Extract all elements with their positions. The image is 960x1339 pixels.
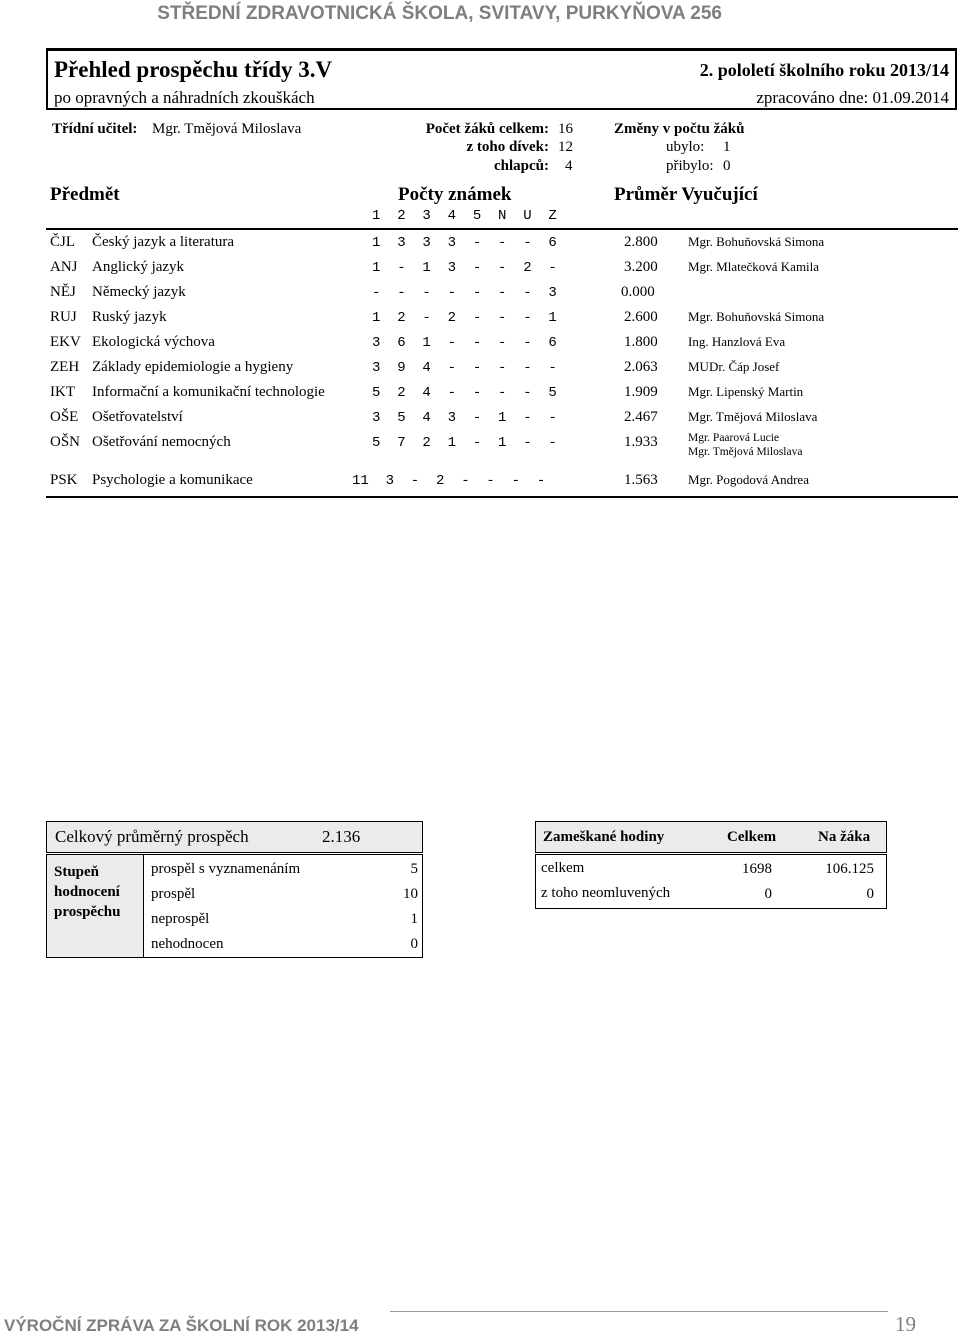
average-teacher-header: Průměr Vyučující [614,184,758,205]
absence-row-per-student: 0 [866,886,874,902]
degree-label: Stupeň hodnocení prospěchu [54,864,121,920]
subject-teacher: MUDr. Čáp Josef [688,359,780,374]
subject-teacher: Mgr. Pogodová Andrea [688,472,809,487]
overall-average-value: 2.136 [322,827,361,846]
students-girls-label: z toho dívek: [466,139,549,155]
grade-scale: 1 2 3 4 5 N U Z [372,208,557,224]
subject-grades: 5 7 2 1 - 1 - - [372,435,557,451]
changes-added: 0 [723,158,731,174]
degree-row-value: 5 [410,861,418,877]
subject-code: EKV [50,334,81,350]
subject-grades: 1 2 - 2 - - - 1 [372,310,557,326]
subject-average: 1.909 [624,384,658,400]
subject-row [50,384,910,408]
degree-row-value: 10 [403,886,418,902]
absence-header-per-student: Na žáka [818,829,871,845]
teacher-name: Mgr. Tmějová Miloslava [152,121,302,137]
subject-teacher: Mgr. Bohuňovská Simona [688,234,825,249]
absence-header [535,821,887,853]
report-title: Přehled prospěchu třídy 3.V [54,57,333,82]
absence-row-per-student: 106.125 [825,861,874,877]
absence-row-total: 0 [764,886,772,902]
subject-code: IKT [50,384,75,400]
degree-row-value: 1 [410,911,418,927]
header-rule [46,228,958,230]
subject-name: Informační a komunikační technologie [92,384,325,400]
subject-code: ZEH [50,359,80,375]
subject-code: ANJ [50,259,78,275]
absence-header-total: Celkem [727,829,777,845]
subject-name: Ekologická výchova [92,334,215,350]
subject-row [50,284,910,308]
school-header: STŘEDNÍ ZDRAVOTNICKÁ ŠKOLA, SVITAVY, PURKYŇOVA 256 [157,3,722,24]
changes-label: Změny v počtu žáků [614,121,745,137]
degree-row-label: prospěl s vyznamenáním [151,861,301,877]
subject-average: 2.467 [624,409,658,425]
subject-grades: 3 6 1 - - - - 6 [372,335,557,351]
subject-row [50,434,910,466]
degree-row-label: neprospěl [151,911,210,927]
subject-average: 3.200 [624,259,658,275]
processed-date: zpracováno dne: 01.09.2014 [756,88,949,107]
subject-name: Anglický jazyk [92,259,185,275]
subject-teacher-second: Mgr. Tmějová Miloslava [688,446,803,458]
degree-row-value: 0 [410,936,418,952]
subject-teacher: Mgr. Paarová Lucie [688,432,780,444]
students-total-label: Počet žáků celkem: [425,121,549,137]
degree-row-label: prospěl [151,886,196,902]
subject-code: OŠN [50,434,81,450]
subject-row [50,334,910,358]
degree-row-label: nehodnocen [151,936,224,952]
overall-average-box [46,821,423,853]
absence-row-label: z toho neomluvených [541,885,671,901]
subject-grades: - - - - - - - 3 [372,285,557,301]
subject-teacher: Mgr. Lipenský Martin [688,384,804,399]
subject-average: 1.933 [624,434,658,450]
absence-table [535,854,887,909]
subject-grades: 3 9 4 - - - - - [372,360,557,376]
subject-grades: 11 3 - 2 - - - - [352,473,546,489]
changes-added-label: přibylo: [666,158,714,174]
subject-teacher: Mgr. Tmějová Miloslava [688,409,818,424]
changes-left: 1 [723,139,731,155]
subject-teacher: Mgr. Mlatečková Kamila [688,259,820,274]
degree-table [143,854,423,958]
absence-header-label: Zameškané hodiny [543,829,665,845]
subject-code: RUJ [50,309,77,325]
subject-name: Český jazyk a literatura [92,234,235,250]
students-total: 16 [558,121,573,137]
overall-average-label: Celkový průměrný prospěch [55,827,249,846]
page-number: 19 [895,1312,916,1336]
report-header-box [46,48,957,110]
changes-left-label: ubylo: [666,139,705,155]
subject-teacher: Ing. Hanzlová Eva [688,334,786,349]
subject-average: 2.600 [624,309,658,325]
subject-row [50,259,910,283]
subject-average: 0.000 [621,284,655,300]
subtitle: po opravných a náhradních zkouškách [54,88,315,107]
subject-name: Ošetřovatelství [92,409,183,425]
subject-average: 1.800 [624,334,658,350]
table-bottom-rule [46,496,958,498]
students-boys: 4 [565,158,573,174]
footer-title: VÝROČNÍ ZPRÁVA ZA ŠKOLNÍ ROK 2013/14 [4,1316,359,1335]
subject-name: Německý jazyk [92,284,186,300]
subject-row [50,309,910,333]
subject-row [50,359,910,383]
subject-teacher: Mgr. Bohuňovská Simona [688,309,825,324]
subject-average: 2.063 [624,359,658,375]
subject-name: Základy epidemiologie a hygieny [92,359,294,375]
subject-average: 1.563 [624,472,658,488]
subject-name: Ošetřování nemocných [92,434,231,450]
subject-code: NĚJ [50,284,76,300]
subject-name: Ruský jazyk [92,309,167,325]
subject-code: PSK [50,472,78,488]
term: 2. pololetí školního roku 2013/14 [699,60,949,80]
degree-label-box [46,854,144,958]
subject-grades: 3 5 4 3 - 1 - - [372,410,557,426]
subject-code: ČJL [50,234,76,250]
absence-row-label: celkem [541,860,585,876]
subject-row [50,234,910,258]
grades-column-header: Počty známek [398,184,512,205]
subject-grades: 5 2 4 - - - - 5 [372,385,557,401]
teacher-label: Třídní učitel: [52,121,138,137]
subject-code: OŠE [50,409,79,425]
subject-row [50,472,910,496]
subject-name: Psychologie a komunikace [92,472,253,488]
subject-column-header: Předmět [50,184,120,205]
students-boys-label: chlapců: [493,158,549,174]
subject-grades: 1 3 3 3 - - - 6 [372,235,557,251]
subject-row [50,409,910,433]
footer-rule [390,1311,888,1312]
students-girls: 12 [558,139,573,155]
subject-grades: 1 - 1 3 - - 2 - [372,260,557,276]
absence-row-total: 1698 [742,861,772,877]
subject-average: 2.800 [624,234,658,250]
